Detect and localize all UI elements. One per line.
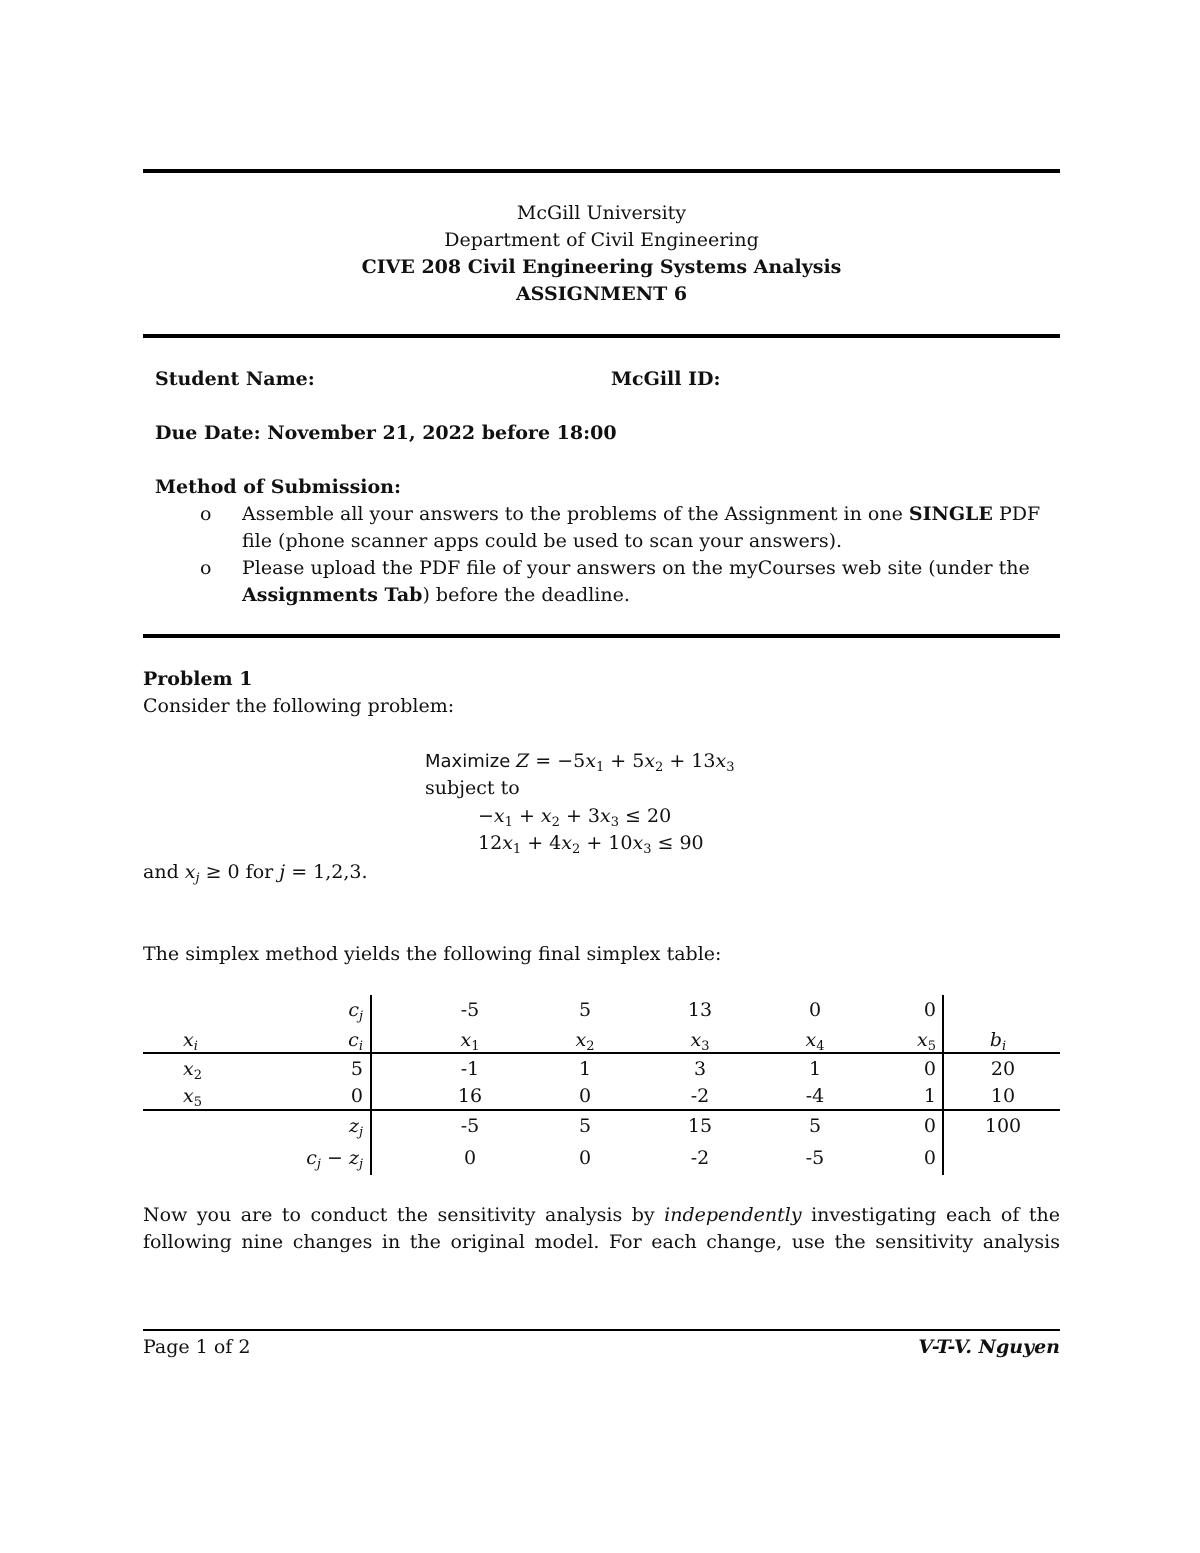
cj-value: 5 [578,999,592,1021]
zj-value: -5 [460,1115,480,1137]
cb-value: 5 [350,1058,363,1080]
basis-header: $x_i$ [183,1029,198,1054]
table-cell: 3 [693,1058,707,1080]
objective-function: Maximize $Z = -5x_1 + 5x_2 + 13x_3$ [425,750,735,775]
simplex-table [143,995,1060,1175]
author-name: V-T-V. Nguyen [918,1336,1060,1358]
constraint-1: $-x_1 + x_2 + 3x_3 \le 20$ [478,805,672,830]
bullet-marker: o [200,503,212,525]
reduced-cost: 0 [463,1147,477,1169]
bullet-1-line-2: file (phone scanner apps could be used to scan your answers). [242,530,843,552]
cj-value: 13 [687,999,713,1021]
mcgill-id-label: McGill ID: [611,368,721,390]
var-header-x1: $x_1$ [460,1029,480,1054]
zj-value: 5 [578,1115,592,1137]
footer-rule [143,1329,1060,1331]
bullet-1-line-1: Assemble all your answers to the problems of the Assignment in one SINGLE PDF [242,503,1041,525]
reduced-cost: -2 [690,1147,710,1169]
problem-intro: Consider the following problem: [143,695,455,717]
info-bottom-rule [143,634,1060,638]
table-cell: 1 [578,1058,592,1080]
table-cell: 1 [808,1058,822,1080]
nonnegativity-constraint: and $x_j \ge 0$ for j = 1,2,3. [143,861,368,886]
problem-title: Problem 1 [143,668,253,690]
rhs-value: 10 [990,1085,1016,1107]
table-cell: 16 [457,1085,483,1107]
table-cell: 0 [923,1058,936,1080]
table-vertical-line [370,995,372,1175]
cj-header: $c_j$ [348,999,363,1024]
table-cell: -1 [460,1058,480,1080]
student-name-label: Student Name: [155,368,315,390]
bullet-2-line-1: Please upload the PDF file of your answers on the myCourses web site (under the [242,557,1030,579]
var-header-x4: $x_4$ [805,1029,825,1054]
zj-value: 15 [687,1115,713,1137]
zj-value: 5 [808,1115,822,1137]
var-header-x3: $x_3$ [690,1029,710,1054]
assignment-title: ASSIGNMENT 6 [515,283,688,305]
subject-to-label: subject to [425,777,520,799]
cj-value: -5 [460,999,480,1021]
cj-value: 0 [923,999,936,1021]
due-date: Due Date: November 21, 2022 before 18:00 [155,422,617,444]
method-of-submission-label: Method of Submission: [155,476,401,498]
rhs-header: $b_i$ [989,1029,1007,1054]
var-header-x2: $x_2$ [575,1029,595,1054]
reduced-cost: 0 [923,1147,936,1169]
basis-variable: $x_5$ [183,1085,202,1110]
department-name: Department of Civil Engineering [444,229,759,251]
bullet-marker: o [200,557,212,579]
cj-minus-zj-label: $c_j - z_j$ [306,1147,363,1172]
table-cell: 1 [923,1085,936,1107]
var-header-x5: $x_5$ [917,1029,936,1054]
closing-paragraph-line-2: following nine changes in the original model. For each change, use the sensitivity analysis [143,1231,1060,1253]
table-cell: -4 [805,1085,825,1107]
table-cell: 0 [578,1085,592,1107]
constraint-2: $12x_1 + 4x_2 + 10x_3 \le 90$ [478,832,704,857]
zj-value: 0 [923,1115,936,1137]
cb-header: $c_i$ [348,1029,363,1054]
basis-variable: $x_2$ [183,1058,202,1083]
objective-value: 100 [984,1115,1022,1137]
page-number: Page 1 of 2 [143,1336,251,1358]
closing-paragraph-line-1: Now you are to conduct the sensitivity analysis by independently investigating each of the [143,1204,1060,1226]
cb-value: 0 [350,1085,363,1107]
header-bottom-rule [143,334,1060,338]
table-cell: -2 [690,1085,710,1107]
reduced-cost: -5 [805,1147,825,1169]
zj-label: $z_j$ [348,1115,363,1140]
table-intro: The simplex method yields the following final simplex table: [143,943,722,965]
course-title: CIVE 208 Civil Engineering Systems Analysis [361,256,842,278]
top-rule [143,169,1060,173]
university-name: McGill University [516,202,687,224]
cj-value: 0 [808,999,822,1021]
table-vertical-line [942,995,944,1175]
rhs-value: 20 [990,1058,1016,1080]
reduced-cost: 0 [578,1147,592,1169]
bullet-2-line-2: Assignments Tab) before the deadline. [242,584,630,606]
